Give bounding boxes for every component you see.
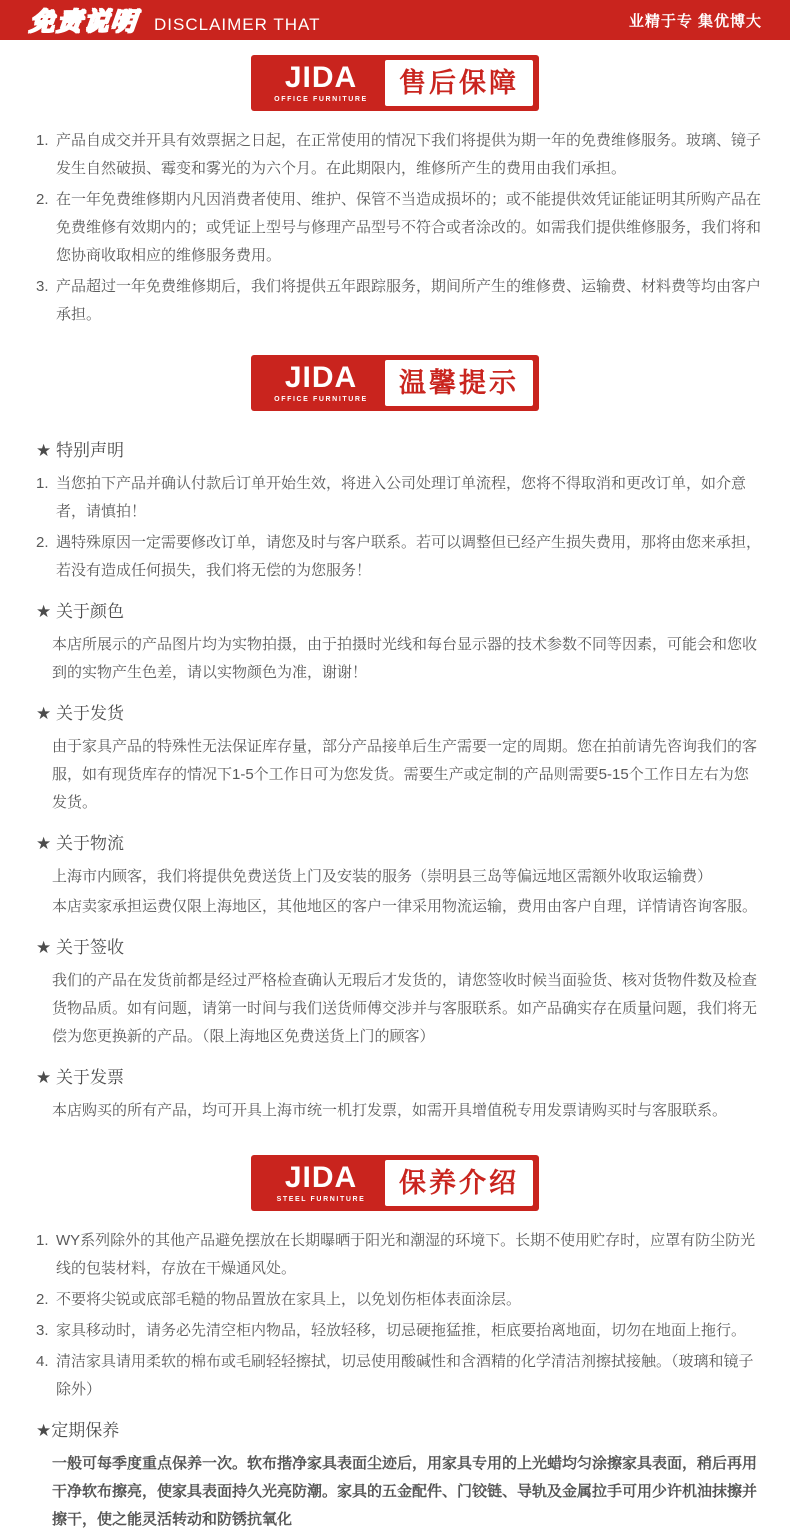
jida-logo-subtitle: OFFICE FURNITURE: [274, 396, 368, 403]
jida-logo-subtitle: STEEL FURNITURE: [276, 1196, 366, 1203]
jida-logo: [257, 363, 385, 403]
list-item-number: 3.: [36, 278, 49, 295]
list-item-text: 不要将尖锐或底部毛糙的物品置放在家具上，以免划伤柜体表面涂层。: [56, 1291, 522, 1308]
list-item-text: 产品超过一年免费维修期后，我们将提供五年跟踪服务，期间所产生的维修费、运输费、材料费等均由客户承担。: [56, 278, 762, 323]
banner-tips: [251, 355, 539, 411]
list-item: [36, 1317, 762, 1345]
care-content: [0, 1211, 790, 1534]
list-item: [36, 1286, 762, 1314]
list-item-text: 清洁家具请用柔软的棉布或毛刷轻轻擦拭，切忌使用酸碱性和含酒精的化学清洁剂擦拭接触。（玻璃和镜子除外）: [56, 1353, 754, 1398]
section-heading: ★ 关于发票: [36, 1068, 124, 1087]
section-paragraph: 本店卖家承担运费仅限上海地区，其他地区的客户一律采用物流运输，费用由客户自理，详情请咨询客服。: [52, 898, 758, 915]
list-item-number: 2.: [36, 534, 49, 551]
page-title-zh: 免责说明: [28, 8, 140, 36]
jida-wordmark: JIDA: [284, 61, 358, 94]
list-item-text: 产品自成交并开具有效票据之日起，在正常使用的情况下我们将提供为期一年的免费维修服务。玻璃、镜子发生自然破损、霉变和雾光的为六个月。在此期限内，维修所产生的费用由我们承担。: [56, 132, 762, 177]
section-heading: ★ 关于物流: [36, 834, 124, 853]
care-list: [36, 1227, 762, 1404]
list-item: [36, 273, 762, 329]
banner-label-care: 保养介绍: [385, 1160, 533, 1206]
list-item: [36, 127, 762, 183]
jida-wordmark: JIDA: [284, 361, 358, 394]
list-item: [36, 1227, 762, 1283]
brand-slogan: 业精于专 集优博大: [628, 12, 762, 30]
page-header: [0, 0, 790, 40]
section-heading: ★ 关于颜色: [36, 602, 124, 621]
list-item: [36, 1348, 762, 1404]
after-sales-list: [0, 111, 790, 329]
section-paragraph: 本店购买的所有产品，均可开具上海市统一机打发票，如需开具增值税专用发票请购买时与客服联系。: [52, 1102, 728, 1119]
jida-logo-subtitle: OFFICE FURNITURE: [274, 96, 368, 103]
regular-care-paragraph: 一般可每季度重点保养一次。软布揩净家具表面尘迹后，用家具专用的上光蜡均匀涂擦家具表面，稍后再用干净软布擦亮，使家具表面持久光亮防潮。家具的五金配件、门铰链、导轨及金属拉手可用少许机油抹擦并擦干，使之能灵活转动和防锈抗氧化: [52, 1455, 758, 1528]
header-title-group: [30, 2, 320, 38]
jida-wordmark: JIDA: [284, 1161, 358, 1194]
list-item: [36, 186, 762, 270]
section-heading-regular-care: ★定期保养: [36, 1421, 120, 1440]
section-paragraph: 本店所展示的产品图片均为实物拍摄，由于拍摄时光线和每台显示器的技术参数不同等因素，可能会和您收到的实物产生色差，请以实物颜色为准，谢谢！: [52, 636, 758, 681]
banner-label-tips: 温馨提示: [385, 360, 533, 406]
banner-care: [251, 1155, 539, 1211]
section-paragraph: 由于家具产品的特殊性无法保证库存量，部分产品接单后生产需要一定的周期。您在拍前请先咨询我们的客服，如有现货库存的情况下1-5个工作日可为您发货。需要生产或定制的产品则需要5-15个工作日左右为您发货。: [52, 738, 758, 811]
page-title-en: DISCLAIMER THAT: [154, 15, 321, 34]
section-paragraph: 上海市内顾客，我们将提供免费送货上门及安装的服务（崇明县三岛等偏远地区需额外收取运输费）: [52, 868, 713, 885]
list-item: [36, 529, 762, 585]
list-item-text: 遇特殊原因一定需要修改订单，请您及时与客户联系。若可以调整但已经产生损失费用，那将由您来承担，若没有造成任何损失，我们将无偿的为您服务！: [56, 534, 762, 579]
list-item-number: 4.: [36, 1353, 49, 1370]
section-heading: ★ 关于发货: [36, 704, 124, 723]
list-item-text: 在一年免费维修期内凡因消费者使用、维护、保管不当造成损坏的；或不能提供效凭证能证明其所购产品在免费维修有效期内的；或凭证上型号与修理产品型号不符合或者涂改的。如需我们提供维修服务，我们将和您协商收取相应的维修服务费用。: [56, 191, 762, 264]
jida-logo: [257, 1163, 385, 1203]
list-item: [36, 470, 762, 526]
jida-logo: [257, 63, 385, 103]
tips-sections: [0, 411, 790, 1125]
list-item-number: 1.: [36, 132, 49, 149]
list-item-text: WY系列除外的其他产品避免摆放在长期曝晒于阳光和潮湿的环境下。长期不使用贮存时，应罩有防尘防光线的包装材料，存放在干燥通风处。: [56, 1232, 756, 1277]
section-heading: ★ 特别声明: [36, 441, 124, 460]
section-heading: ★ 关于签收: [36, 938, 124, 957]
list-item-text: 家具移动时，请务必先清空柜内物品，轻放轻移，切忌硬拖猛推，柜底要抬离地面，切勿在地面上拖行。: [56, 1322, 747, 1339]
list-item-number: 1.: [36, 475, 49, 492]
list-item-number: 2.: [36, 191, 49, 208]
list-item-number: 2.: [36, 1291, 49, 1308]
list-item-number: 3.: [36, 1322, 49, 1339]
banner-label-after-sales: 售后保障: [385, 60, 533, 106]
section-paragraph: 我们的产品在发货前都是经过严格检查确认无瑕后才发货的，请您签收时候当面验货、核对货物件数及检查货物品质。如有问题，请第一时间与我们送货师傅交涉并与客服联系。如产品确实存在质量问题，我们将无偿为您更换新的产品。（限上海地区免费送货上门的顾客）: [52, 972, 758, 1045]
list-item-number: 1.: [36, 1232, 49, 1249]
banner-after-sales: [251, 55, 539, 111]
list-item-text: 当您拍下产品并确认付款后订单开始生效，将进入公司处理订单流程，您将不得取消和更改订单，如介意者，请慎拍！: [56, 475, 747, 520]
